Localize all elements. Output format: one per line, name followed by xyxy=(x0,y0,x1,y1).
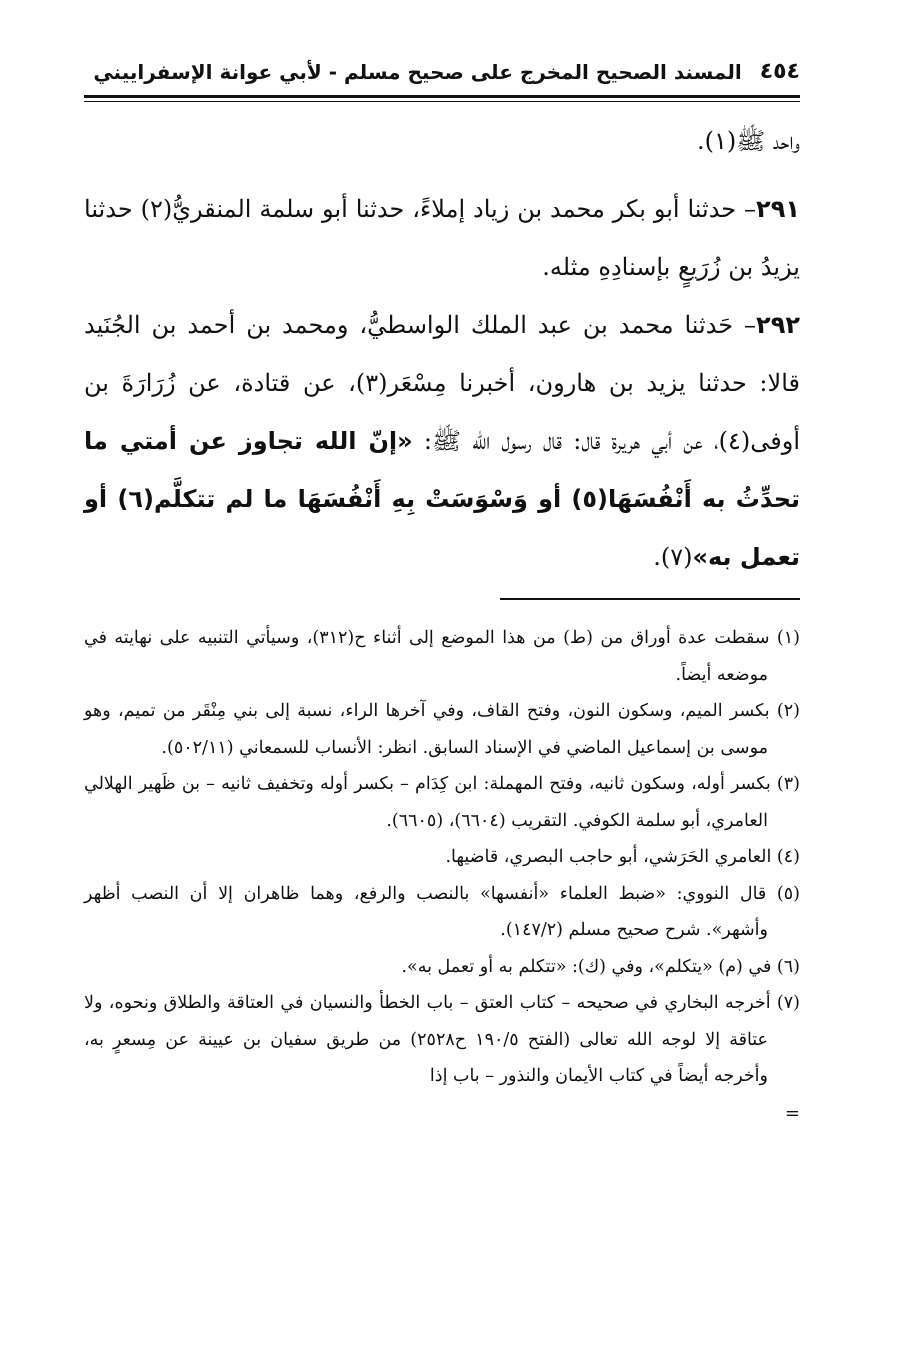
hadith-292-matn: «إنّ الله تجاوز عن أمتي ما تحدِّثُ به أَنْفُسَهَا(٥) أو وَسْوَسَتْ بِهِ أَنْفُسَهَا ما لم تتكلَّم(٦) أو تعمل به» xyxy=(84,427,801,571)
footnote-6: (٦) في (م) «يتكلم»، وفي (ك): «تتكلم به أو تعمل به». xyxy=(401,956,800,977)
hadith-291-text: – حدثنا أبو بكر محمد بن زياد إملاءً، حدثنا أبو سلمة المنقريُّ(٢) حدثنا يزيدُ بن زُرَيعٍ بإسنادِهِ مثله. xyxy=(84,195,800,281)
header-rule-thick xyxy=(84,95,800,98)
main-text xyxy=(84,112,800,586)
header-rule-thin xyxy=(84,101,800,102)
hadith-292-end: (٧). xyxy=(653,543,693,571)
hadith-number-291: ٢٩١ xyxy=(756,195,800,223)
hadith-292 xyxy=(84,296,800,586)
footnote-2: (٢) بكسر الميم، وسكون النون، وفتح القاف، وفي آخرها الراء، نسبة إلى بني مِنْقَر من تميم، وهو موسى بن إسماعيل الماضي في الإسناد السابق. انظر: الأنساب للسمعاني (٥٠٢/١١). xyxy=(84,701,800,758)
footnote-5: (٥) قال النووي: «ضبط العلماء «أنفسها» بالنصب والرفع، وهما ظاهران إلا أن النصب أظهر وأشهر». شرح صحيح مسلم (١٤٧/٢). xyxy=(84,883,800,940)
footnotes xyxy=(84,620,800,1129)
opening-line: واحد ﷺ(١). xyxy=(696,127,800,155)
hadith-291 xyxy=(84,180,800,296)
hadith-number-292: ٢٩٢ xyxy=(756,311,800,339)
page-header xyxy=(84,52,800,92)
continuation-mark: = xyxy=(784,1102,800,1124)
footnote-separator xyxy=(500,598,800,600)
footnote-4: (٤) العامري الحَرَشي، أبو حاجب البصري، قاضيها. xyxy=(445,847,800,867)
running-title: المسند الصحيح المخرج على صحيح مسلم - لأبي عوانة الإسفراييني xyxy=(93,60,742,84)
page-number: ٤٥٤ xyxy=(759,59,800,84)
hadith-292-isnad: – حَدثنا محمد بن عبد الملك الواسطيُّ، ومحمد بن أحمد بن الجُنَيد قالا: حدثنا يزيد بن هارون، أخبرنا مِسْعَر(٣)، عن قتادة، عن زُرَارَةَ بن أوفى(٤)، عن أبي هريرة قال: قال رسول الله ﷺ: xyxy=(84,311,800,455)
footnote-1: (١) سقطت عدة أوراق من (ط) من هذا الموضع إلى أثناء ح(٣١٢)، وسيأتي التنبيه على نهايته في موضعه أيضاً. xyxy=(84,628,800,685)
footnote-7: (٧) أخرجه البخاري في صحيحه – كتاب العتق – باب الخطأ والنسيان في العتاقة والطلاق ونحوه، ولا عتاقة إلا لوجه الله تعالى (الفتح ١٩٠/٥ ح٢٥٢٨) من طريق سفيان بن عيينة عن مِسعرٍ به، وأخرجه أيضاً في كتاب الأيمان والنذور – باب إذا xyxy=(84,993,800,1086)
footnote-3: (٣) بكسر أوله، وسكون ثانيه، وفتح المهملة: ابن كِدَام – بكسر أوله وتخفيف ثانيه – بن ظَهير الهلالي العامري، أبو سلمة الكوفي. التقريب (٦٦٠٤)، (٦٦٠٥). xyxy=(84,774,800,831)
